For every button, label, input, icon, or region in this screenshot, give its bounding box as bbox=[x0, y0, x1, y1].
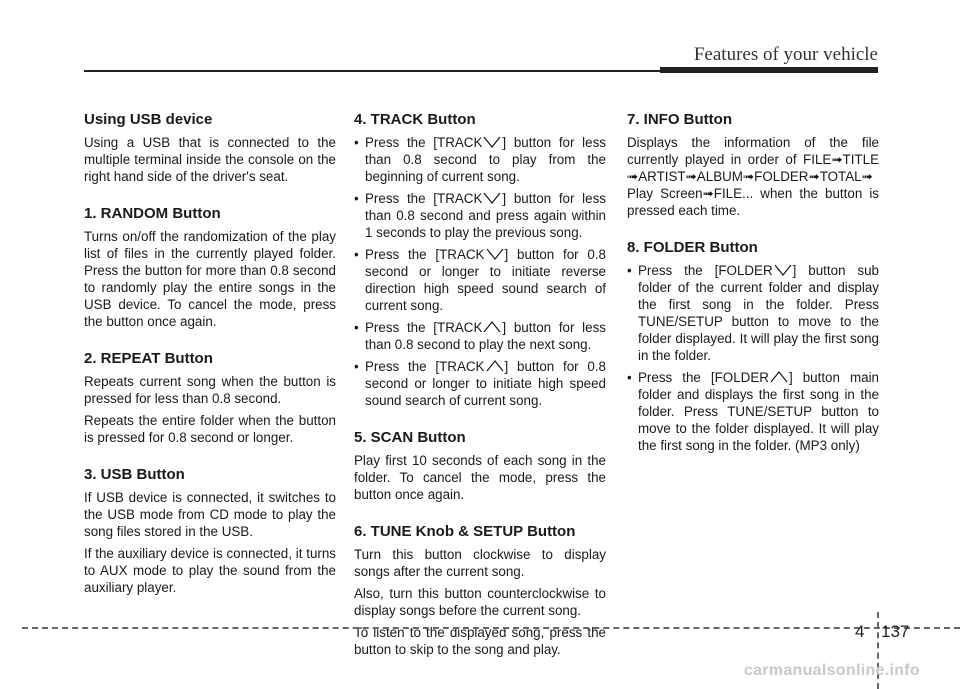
page-number: 137 bbox=[881, 622, 910, 641]
column-3 bbox=[627, 110, 879, 459]
watermark: carmanualsonline.info bbox=[743, 662, 920, 679]
list-item: • Press the [FOLDER ] button main folder and displays the first song in the folder. Press TUNE/SETUP button to move to the folder displayed. It will play the first song in the folder. (MP3 only) bbox=[627, 369, 879, 454]
column-2 bbox=[354, 110, 606, 663]
paragraph: Turn this button clockwise to display songs after the current song. bbox=[354, 547, 606, 579]
section-title-info: 7. INFO Button bbox=[627, 111, 732, 128]
section-title-scan: 5. SCAN Button bbox=[354, 429, 466, 446]
paragraph: Play first 10 seconds of each song in the folder. To cancel the mode, press the button once again. bbox=[354, 453, 606, 502]
paragraph: Displays the information of the file currently played in order of FILE➟TITLE ➟ARTIST➟ALBUM➟FOLDER➟TOTAL➟ Play Screen➟FILE... when the button is pressed each time. bbox=[627, 135, 879, 218]
section-title-usb-button: 3. USB Button bbox=[84, 466, 185, 483]
paragraph: Also, turn this button counterclockwise to display songs before the current song. bbox=[354, 586, 606, 618]
paragraph: To listen to the displayed song, press the button to skip to the song and play. bbox=[354, 625, 606, 657]
list-item: • Press the [TRACK ] button for 0.8 second or longer to initiate high speed sound search of current song. bbox=[354, 358, 606, 409]
chevron-up-icon bbox=[486, 360, 504, 372]
chevron-up-icon bbox=[483, 321, 501, 333]
list-item: • Press the [FOLDER ] button sub folder of the current folder and display the first song in the folder. Press TUNE/SETUP button to move to the folder displayed. It will play the first song in the folder. bbox=[627, 262, 879, 364]
chapter-number: 4 bbox=[855, 622, 865, 641]
paragraph: Using a USB that is connected to the multiple terminal inside the console on the right hand side of the driver's seat. bbox=[84, 135, 336, 184]
paragraph: If USB device is connected, it switches to the USB mode from CD mode to play the song files stored in the USB. bbox=[84, 490, 336, 539]
list-item: • Press the [TRACK ] button for 0.8 second or longer to initiate reverse direction high speed sound search of current song. bbox=[354, 246, 606, 314]
footer-dashed-rule bbox=[22, 627, 960, 629]
list-item: • Press the [TRACK ] button for less than 0.8 second to play the next song. bbox=[354, 319, 606, 353]
header-rule-accent bbox=[660, 67, 878, 73]
section-title-tune: 6. TUNE Knob & SETUP Button bbox=[354, 523, 576, 540]
section-title-using-usb: Using USB device bbox=[84, 111, 213, 128]
header-title: Features of your vehicle bbox=[693, 44, 878, 65]
paragraph: Turns on/off the randomization of the play list of files in the currently played folder. Press the button for more than 0.8 second to randomly play the entire songs in the USB device. To cancel the mode, press the button once again. bbox=[84, 229, 336, 329]
paragraph: Repeats current song when the button is pressed for less than 0.8 second. bbox=[84, 374, 336, 406]
paragraph: Repeats the entire folder when the button is pressed for 0.8 second or longer. bbox=[84, 413, 336, 445]
chevron-down-icon bbox=[483, 192, 501, 204]
section-title-repeat: 2. REPEAT Button bbox=[84, 350, 213, 367]
track-list bbox=[354, 134, 606, 409]
chevron-up-icon bbox=[770, 371, 788, 383]
chevron-down-icon bbox=[774, 264, 792, 276]
section-title-folder: 8. FOLDER Button bbox=[627, 239, 758, 256]
section-title-random: 1. RANDOM Button bbox=[84, 205, 221, 222]
list-item: • Press the [TRACK ] button for less than 0.8 second to play from the beginning of current song. bbox=[354, 134, 606, 185]
list-item: • Press the [TRACK ] button for less than 0.8 second and press again within 1 seconds to play the previous song. bbox=[354, 190, 606, 241]
chevron-down-icon bbox=[483, 136, 501, 148]
chevron-down-icon bbox=[486, 248, 504, 260]
column-1 bbox=[84, 110, 336, 601]
paragraph: If the auxiliary device is connected, it turns to AUX mode to play the sound from the auxiliary player. bbox=[84, 546, 336, 595]
section-title-track: 4. TRACK Button bbox=[354, 111, 476, 128]
folder-list bbox=[627, 262, 879, 454]
